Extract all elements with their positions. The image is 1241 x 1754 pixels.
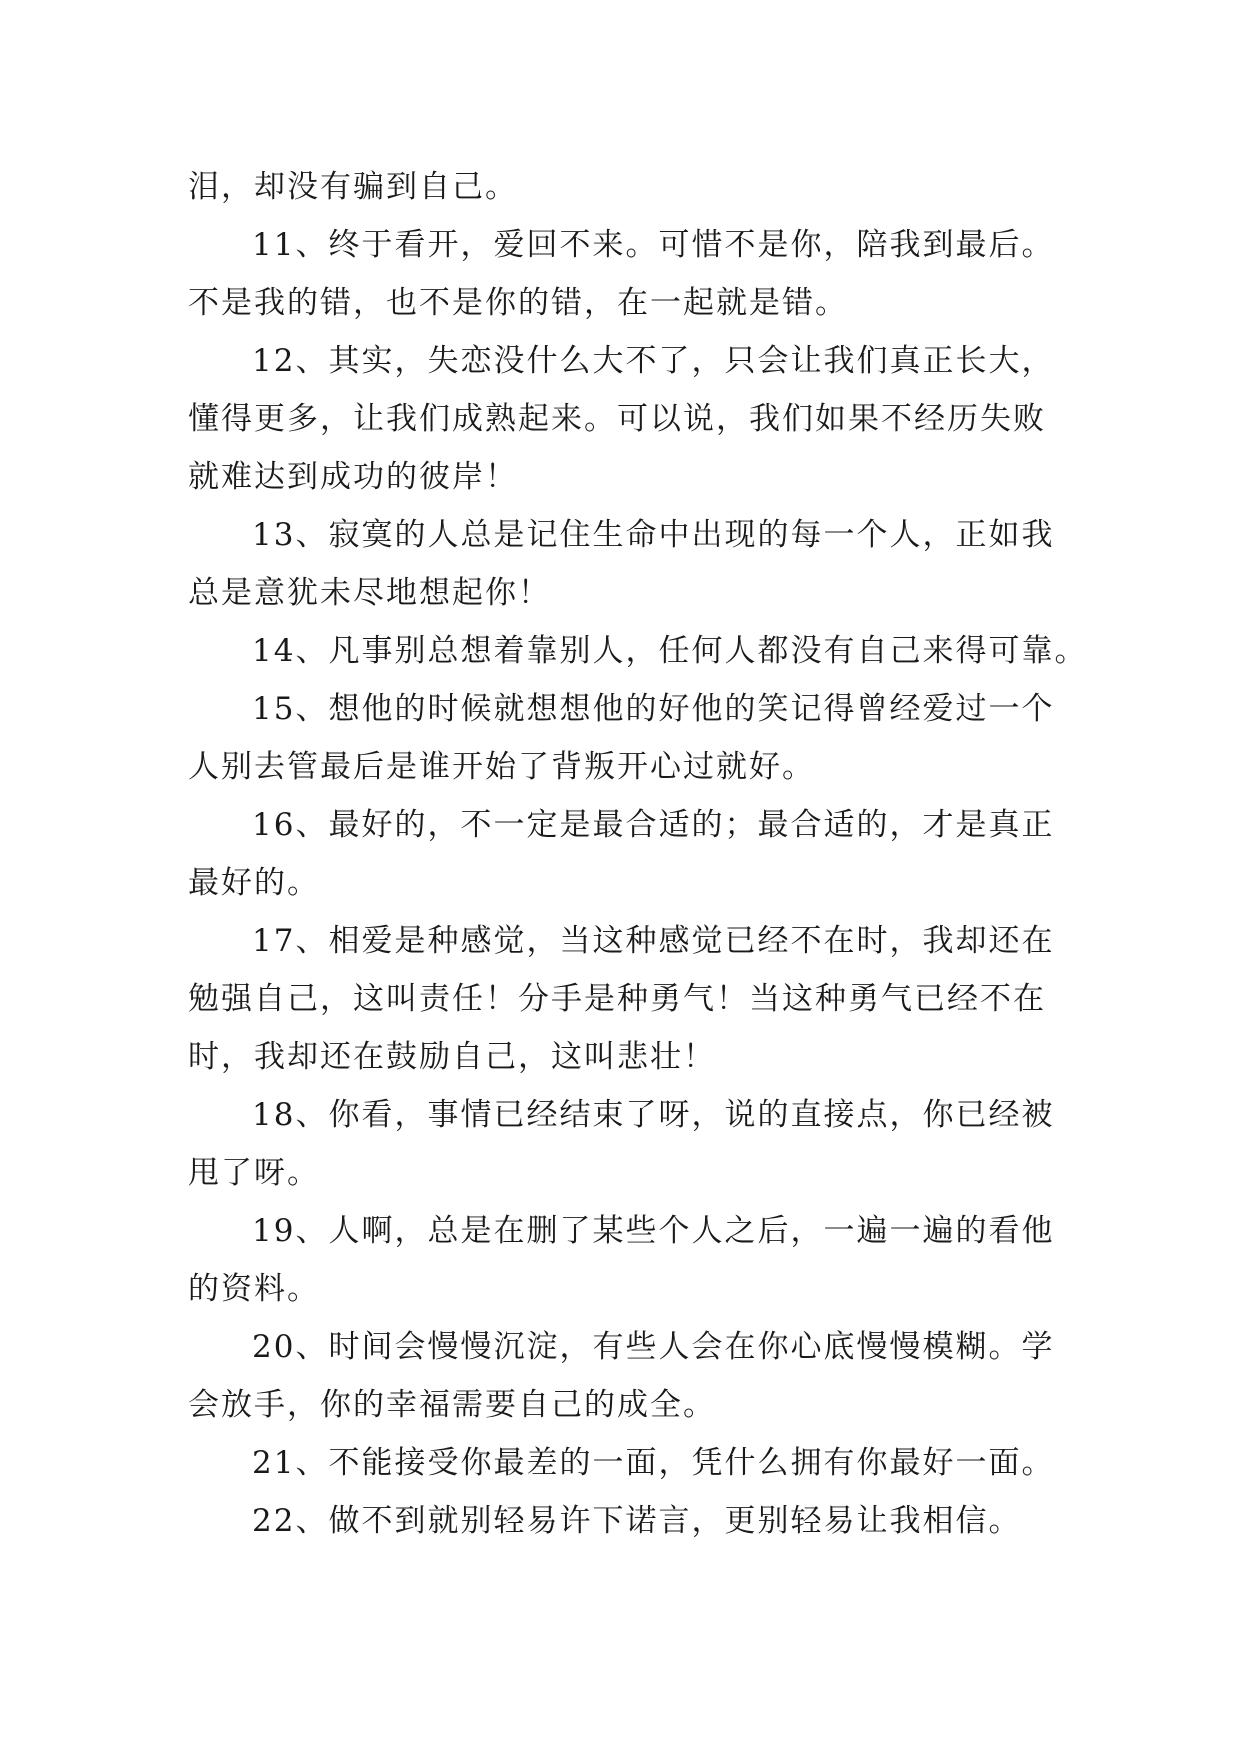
- text-line: 19、人啊，总是在删了某些个人之后，一遍一遍的看他: [252, 1213, 1055, 1249]
- text-line: 11、终于看开，爱回不来。可惜不是你，陪我到最后。: [252, 227, 1055, 263]
- text-line: 时，我却还在鼓励自己，这叫悲壮！: [188, 1039, 716, 1075]
- text-line: 16、最好的，不一定是最合适的；最合适的，才是真正: [252, 807, 1055, 843]
- text-line: 21、不能接受你最差的一面，凭什么拥有你最好一面。: [252, 1445, 1055, 1481]
- text-line: 就难达到成功的彼岸！: [188, 459, 518, 495]
- text-line: 20、时间会慢慢沉淀，有些人会在你心底慢慢模糊。学: [252, 1329, 1055, 1365]
- text-line: 不是我的错，也不是你的错，在一起就是错。: [188, 285, 848, 321]
- text-line: 勉强自己，这叫责任！分手是种勇气！当这种勇气已经不在: [188, 981, 1046, 1017]
- text-line: 人别去管最后是谁开始了背叛开心过就好。: [188, 749, 815, 785]
- text-line: 的资料。: [188, 1271, 320, 1307]
- text-line: 14、凡事别总想着靠别人，任何人都没有自己来得可靠。: [252, 633, 1088, 669]
- document-page: [188, 158, 1088, 1550]
- text-line: 17、相爱是种感觉，当这种感觉已经不在时，我却还在: [252, 923, 1055, 959]
- text-line: 最好的。: [188, 865, 320, 901]
- text-line: 12、其实，失恋没什么大不了，只会让我们真正长大，: [252, 343, 1055, 379]
- text-line: 18、你看，事情已经结束了呀，说的直接点，你已经被: [252, 1097, 1055, 1133]
- text-line: 甩了呀。: [188, 1155, 320, 1191]
- text-line: 会放手，你的幸福需要自己的成全。: [188, 1387, 716, 1423]
- text-line: 22、做不到就别轻易许下诺言，更别轻易让我相信。: [252, 1503, 1022, 1539]
- text-line: 13、寂寞的人总是记住生命中出现的每一个人，正如我: [252, 517, 1055, 553]
- text-line: 懂得更多，让我们成熟起来。可以说，我们如果不经历失败: [188, 401, 1046, 437]
- text-line: 15、想他的时候就想想他的好他的笑记得曾经爱过一个: [252, 691, 1055, 727]
- text-line: 总是意犹未尽地想起你！: [188, 575, 551, 611]
- text-line: 泪，却没有骗到自己。: [188, 169, 518, 205]
